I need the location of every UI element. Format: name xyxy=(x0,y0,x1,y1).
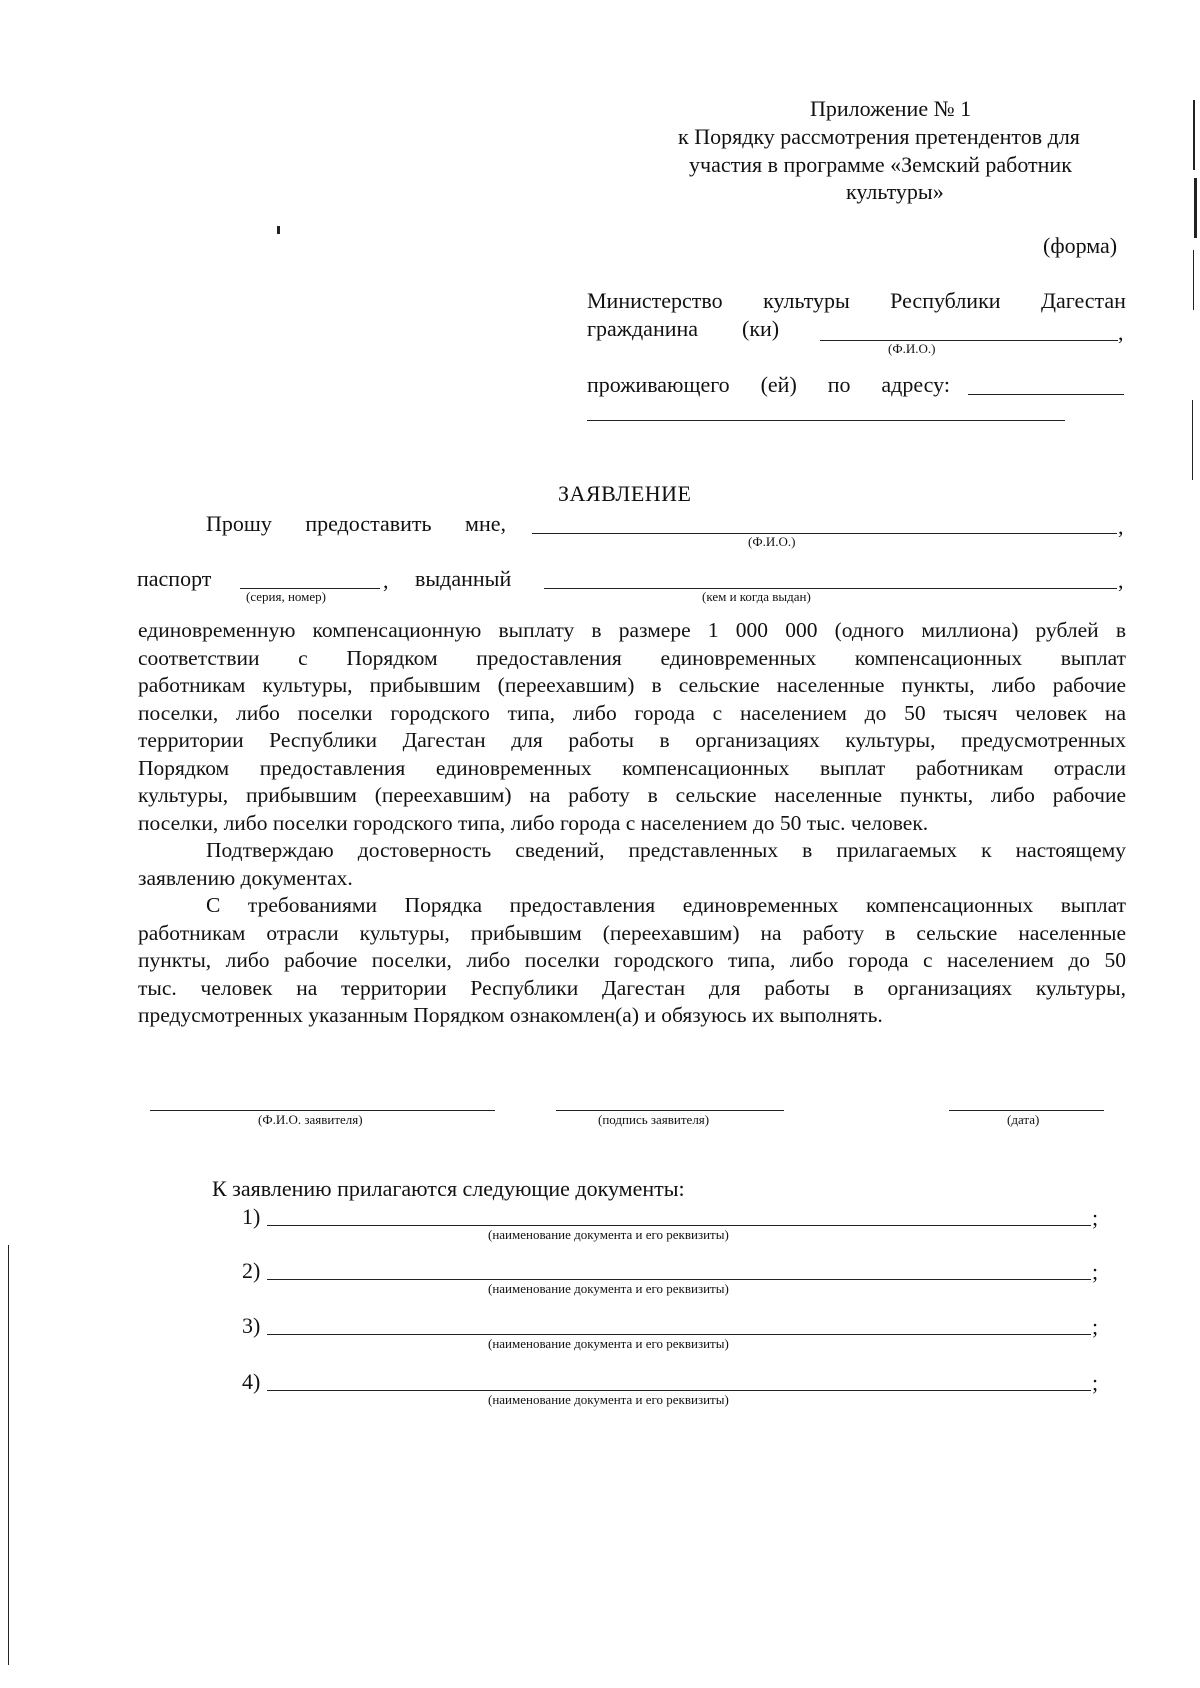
comma: , xyxy=(383,568,389,593)
signature-date-caption: (дата) xyxy=(1007,1112,1040,1127)
scan-dot xyxy=(277,226,280,234)
text-line: работникам отрасли культуры, прибывшим (переехавшим) на работу в сельские населенные xyxy=(138,920,1126,945)
signature-date-line[interactable] xyxy=(949,1110,1104,1111)
address-line-1[interactable] xyxy=(968,394,1124,395)
issued-by-caption: (кем и когда выдан) xyxy=(702,589,811,604)
attachment-line[interactable] xyxy=(267,1334,1091,1335)
signature-sign-caption: (подпись заявителя) xyxy=(598,1112,710,1127)
scan-edge-mark xyxy=(1192,400,1193,480)
scan-edge-mark xyxy=(1193,100,1195,170)
attachment-end: ; xyxy=(1092,1205,1099,1230)
ministry-word: Дагестан xyxy=(1040,288,1126,313)
passport-series-caption: (серия, номер) xyxy=(246,589,326,604)
body-paragraph-1 xyxy=(138,617,1126,837)
attachment-number: 4) xyxy=(242,1369,261,1394)
attachment-number: 3) xyxy=(242,1313,261,1338)
comma: , xyxy=(1118,320,1124,345)
attachment-number: 1) xyxy=(242,1204,261,1229)
attachment-end: ; xyxy=(1092,1314,1099,1339)
attachment-caption: (наименование документа и его реквизиты) xyxy=(488,1281,729,1296)
citizen-suffix: (ки) xyxy=(742,316,780,341)
text-line: заявлению документах. xyxy=(138,865,353,890)
appendix-reference-line: к Порядку рассмотрения претендентов для xyxy=(678,124,1080,149)
ministry-word: Министерство xyxy=(587,288,723,313)
issued-by-line[interactable] xyxy=(544,588,1117,589)
request-word: мне, xyxy=(465,511,506,536)
attachment-end: ; xyxy=(1092,1259,1099,1284)
attachment-line[interactable] xyxy=(267,1279,1091,1280)
comma: , xyxy=(1118,568,1124,593)
ministry-word: культуры xyxy=(763,288,850,313)
appendix-reference-line: культуры» xyxy=(846,179,944,204)
request-word: предоставить xyxy=(305,511,432,536)
text-line: культуры, прибывшим (переехавшим) на работу в сельские населенные пункты, либо рабочие xyxy=(138,783,1126,807)
appendix-reference-line: участия в программе «Земский работник xyxy=(689,152,1072,177)
issued-label: выданный xyxy=(415,566,512,591)
citizen-fio-line[interactable] xyxy=(820,340,1118,341)
applicant-fio-caption: (Ф.И.О.) xyxy=(748,534,796,549)
applicant-fio-line[interactable] xyxy=(532,533,1117,534)
attachment-line[interactable] xyxy=(267,1225,1091,1226)
signature-fio-line[interactable] xyxy=(150,1110,495,1111)
text-line: поселки, либо поселки городского типа, либо города с населением до 50 тысяч человек на xyxy=(138,700,1126,725)
signature-sign-line[interactable] xyxy=(556,1110,784,1111)
text-line: предусмотренных указанным Порядком ознакомлен(а) и обязуюсь их выполнять. xyxy=(138,1003,883,1027)
signature-fio-caption: (Ф.И.О. заявителя) xyxy=(258,1112,363,1127)
attachment-number: 2) xyxy=(242,1258,261,1283)
attachment-end: ; xyxy=(1092,1370,1099,1395)
passport-label: паспорт xyxy=(137,566,212,591)
attachment-line[interactable] xyxy=(267,1390,1091,1391)
body-paragraph-2 xyxy=(138,837,1126,892)
appendix-number: Приложение № 1 xyxy=(810,96,972,121)
form-label: (форма) xyxy=(1043,233,1118,258)
attachments-heading: К заявлению прилагаются следующие документы: xyxy=(212,1176,685,1201)
residing-word: (ей) xyxy=(760,372,797,397)
request-word: Прошу xyxy=(206,511,272,536)
text-line: единовременную компенсационную выплату в размере 1 000 000 (одного миллиона) рублей в xyxy=(138,618,1126,642)
document-title: ЗАЯВЛЕНИЕ xyxy=(558,481,692,506)
residing-word: проживающего xyxy=(587,372,730,397)
residing-word: по xyxy=(827,372,851,397)
attachment-caption: (наименование документа и его реквизиты) xyxy=(488,1227,729,1242)
text-line: пункты, либо рабочие поселки, либо поселки городского типа, либо города с населением до 50 xyxy=(138,948,1126,972)
text-line: территории Республики Дагестан для работы в организациях культуры, предусмотренных xyxy=(138,728,1126,752)
text-line: тыс. человек на территории Республики Дагестан для работы в организациях культуры, xyxy=(138,975,1126,1000)
ministry-line xyxy=(587,288,1126,314)
residing-line xyxy=(587,372,950,398)
text-line: Подтверждаю достоверность сведений, представленных в прилагаемых к настоящему xyxy=(206,838,1126,862)
residing-word: адресу: xyxy=(881,372,950,397)
ministry-word: Республики xyxy=(890,288,1001,313)
address-line-2[interactable] xyxy=(587,420,1065,421)
scan-edge-mark xyxy=(8,1245,9,1665)
attachment-caption: (наименование документа и его реквизиты) xyxy=(488,1336,729,1351)
text-line: соответствии с Порядком предоставления единовременных компенсационных выплат xyxy=(138,645,1126,670)
text-line: поселки, либо поселки городского типа, либо города с населением до 50 тыс. человек. xyxy=(138,810,929,835)
citizen-fio-caption: (Ф.И.О.) xyxy=(888,341,936,356)
comma: , xyxy=(1118,514,1124,539)
text-line: Порядком предоставления единовременных компенсационных выплат работникам отрасли xyxy=(138,755,1126,780)
citizen-label: гражданина xyxy=(587,316,699,341)
request-words xyxy=(206,511,506,537)
body-paragraph-3 xyxy=(138,892,1126,1030)
text-line: работникам культуры, прибывшим (переехавшим) в сельские населенные пункты, либо рабочие xyxy=(138,673,1126,697)
scan-edge-mark xyxy=(1194,178,1197,238)
text-line: С требованиями Порядка предоставления единовременных компенсационных выплат xyxy=(206,893,1126,917)
attachment-caption: (наименование документа и его реквизиты) xyxy=(488,1392,729,1407)
scan-edge-mark xyxy=(1193,250,1194,310)
